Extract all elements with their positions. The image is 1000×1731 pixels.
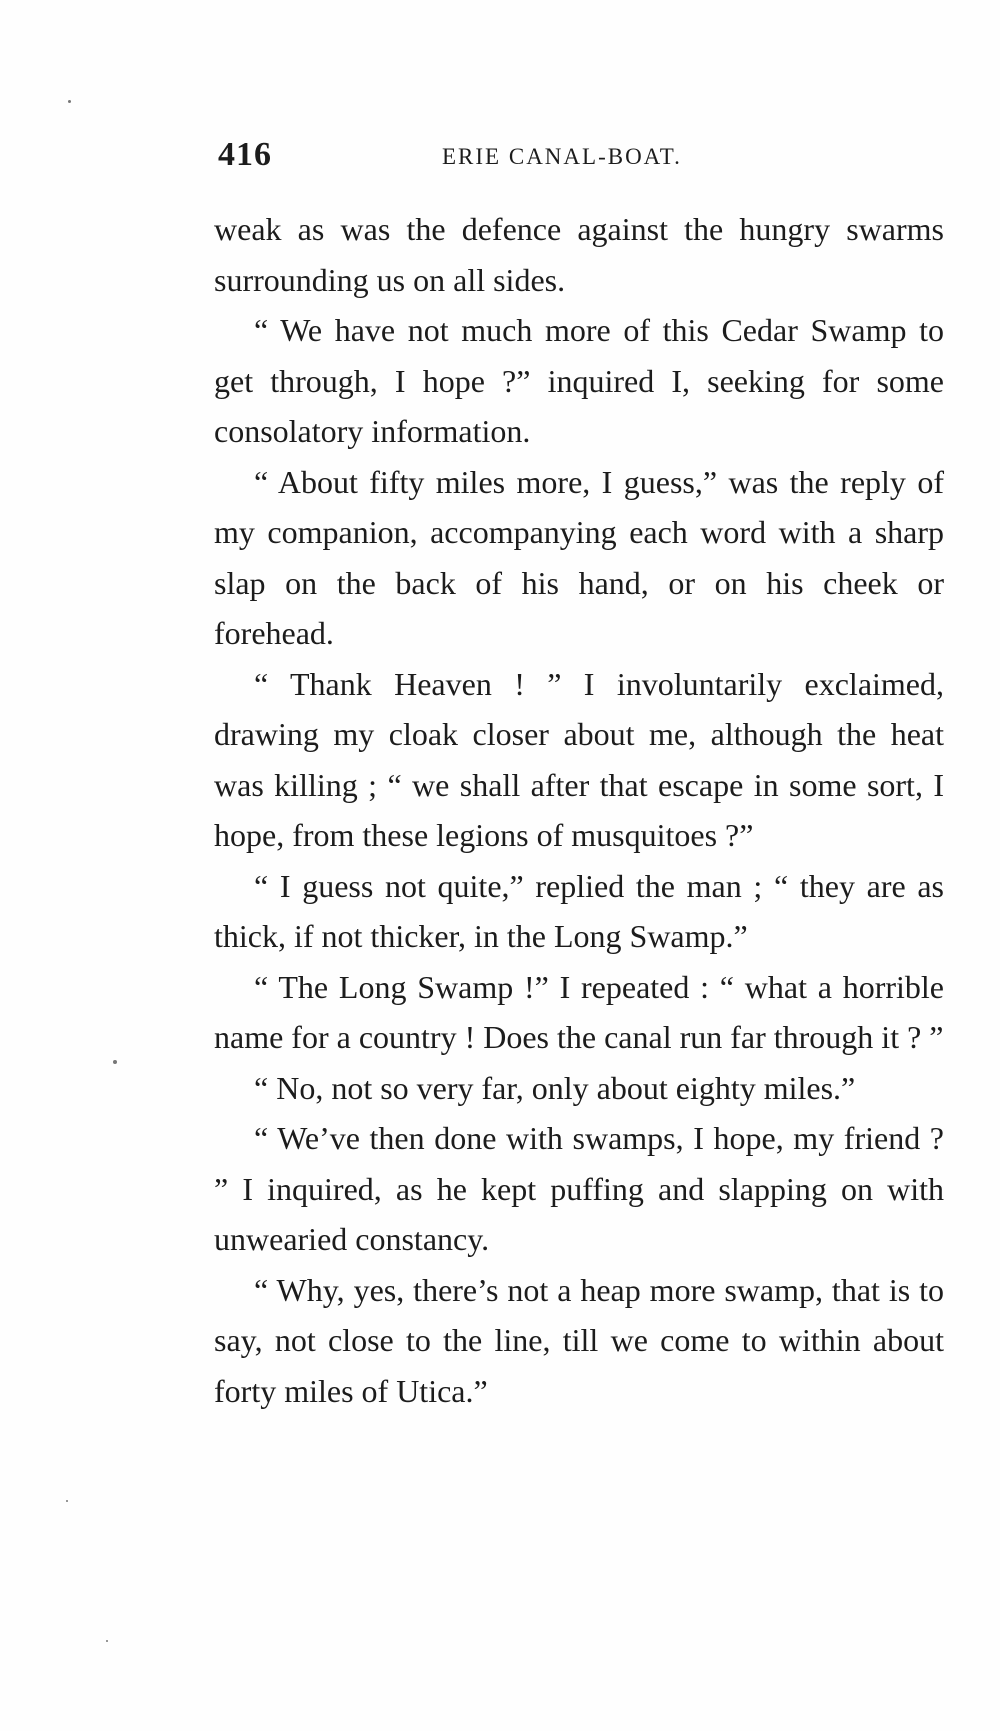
paragraph: “ We have not much more of this Cedar Swamp to get through, I hope ?” inquired I, seeking for some consolatory information.: [214, 312, 944, 449]
paragraph: “ About fifty miles more, I guess,” was the reply of my companion, accompanying each word with a sharp slap on the back of his hand, or on his cheek or forehead.: [214, 463, 944, 651]
paragraph: “ Why, yes, there’s not a heap more swamp, that is to say, not close to the line, till we come to within about forty miles of Utica.”: [214, 1271, 944, 1409]
paragraph: “ Thank Heaven ! ” I involuntarily exclaimed, drawing my cloak closer about me, although the heat was killing ; “ we shall after that escape in some sort, I hope, from these legions of musquitoes ?”: [214, 665, 944, 853]
running-title: ERIE CANAL-BOAT.: [442, 144, 682, 169]
paper-speck: [106, 1640, 108, 1642]
paragraph: “ I guess not quite,” replied the man ; “ they are as thick, if not thicker, in the Long Swamp.”: [214, 867, 944, 954]
paper-speck: [113, 1060, 117, 1064]
paper-speck: [66, 1500, 68, 1502]
page-number: 416: [218, 136, 272, 173]
paragraph: “ The Long Swamp !” I repeated : “ what a horrible name for a country ! Does the canal run far through it ? ”: [214, 968, 944, 1055]
paragraph: weak as was the defence against the hungry swarms surrounding us on all sides.: [214, 211, 944, 298]
paragraph: “ No, not so very far, only about eighty miles.”: [254, 1069, 856, 1106]
paper-speck: [68, 100, 71, 103]
body-text: [214, 204, 944, 1416]
paragraph: “ We’ve then done with swamps, I hope, my friend ? ” I inquired, as he kept puffing and slapping on with unwearied constancy.: [214, 1120, 944, 1257]
running-head: [218, 136, 943, 176]
